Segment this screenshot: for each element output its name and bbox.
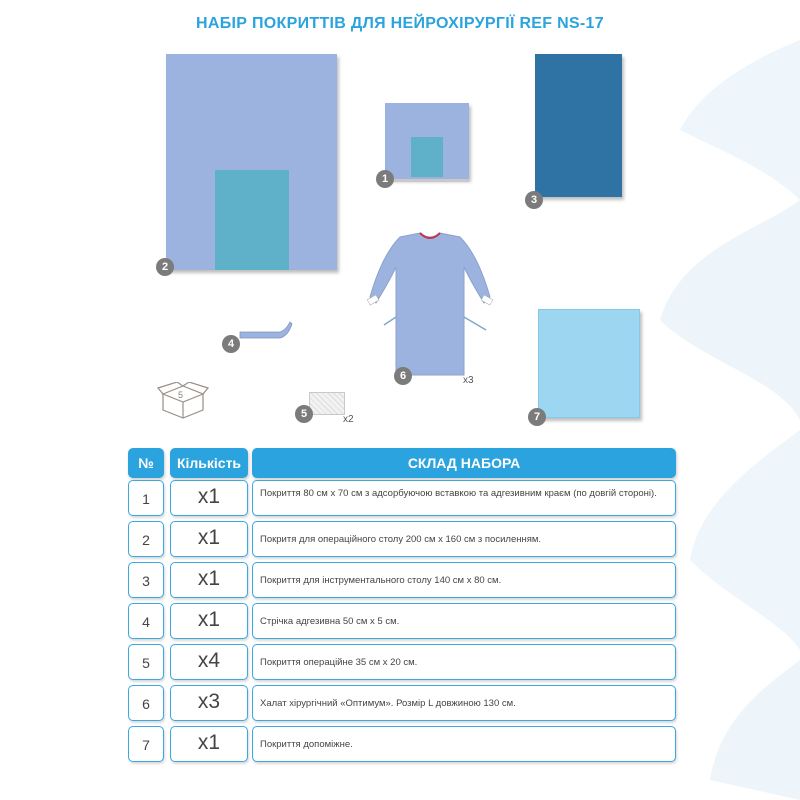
row-quantity: x1 [197, 567, 221, 590]
adsorbing-insert [411, 137, 443, 177]
row-quantity: x4 [197, 649, 221, 672]
row-number: 4 [142, 614, 150, 630]
row-desc-cell [252, 603, 676, 639]
small-operating-drape-image [309, 392, 345, 415]
surgical-gown-image [360, 225, 500, 380]
row-quantity: x1 [197, 608, 221, 631]
table-row [128, 562, 676, 600]
adsorbing-drape-image [385, 103, 469, 179]
row-num-cell [128, 726, 164, 762]
item-badge-6: 6 [394, 367, 412, 385]
row-description: Стрічка адгезивна 50 см х 5 см. [260, 616, 400, 627]
table-row [128, 726, 676, 764]
row-num-cell [128, 480, 164, 516]
auxiliary-drape-image [538, 309, 640, 418]
row-number: 1 [142, 491, 150, 507]
table-row [128, 644, 676, 682]
item-badge-5: 5 [295, 405, 313, 423]
row-num-cell [128, 562, 164, 598]
row-quantity: x1 [197, 526, 221, 549]
row-quantity: x1 [197, 731, 221, 754]
row-num-cell [128, 603, 164, 639]
box-icon [157, 382, 209, 420]
row-desc-cell [252, 726, 676, 762]
header-desc-cell [252, 448, 676, 478]
row-qty-cell [170, 480, 248, 516]
row-desc-cell [252, 480, 676, 516]
row-description: Покриття 80 см х 70 см з адсорбуючою вставкою та адгезивним краєм (по довгій стороні). [260, 488, 657, 499]
pad-quantity-label: x2 [343, 414, 354, 425]
row-desc-cell [252, 685, 676, 721]
item-badge-2: 2 [156, 258, 174, 276]
header-qty-label: Кількість [176, 455, 242, 471]
gown-quantity-label: x3 [463, 375, 474, 386]
row-quantity: x1 [197, 485, 221, 508]
box-number-label: 5 [178, 390, 184, 400]
row-quantity: x3 [197, 690, 221, 713]
row-qty-cell [170, 644, 248, 680]
item-badge-4: 4 [222, 335, 240, 353]
row-number: 5 [142, 655, 150, 671]
row-description: Покриття допоміжне. [260, 739, 353, 750]
row-desc-cell [252, 562, 676, 598]
row-qty-cell [170, 562, 248, 598]
row-desc-cell [252, 521, 676, 557]
item-badge-1: 1 [376, 170, 394, 188]
table-row [128, 603, 676, 641]
row-description: Покритя для операційного столу 200 см х 160 см з посиленням. [260, 534, 542, 545]
page-title: НАБІР ПОКРИТТІВ ДЛЯ НЕЙРОХІРУРГІЇ REF NS-17 [196, 15, 604, 32]
row-description: Покриття для інструментального столу 140 см х 80 см. [260, 575, 502, 586]
row-num-cell [128, 685, 164, 721]
row-qty-cell [170, 685, 248, 721]
operating-table-drape-image [166, 54, 337, 270]
row-qty-cell [170, 521, 248, 557]
header-qty-cell [170, 448, 248, 478]
reinforcement-insert [215, 170, 289, 270]
row-number: 3 [142, 573, 150, 589]
row-num-cell [128, 521, 164, 557]
table-row [128, 521, 676, 559]
instrument-table-drape-image [535, 54, 622, 197]
row-desc-cell [252, 644, 676, 680]
table-row [128, 685, 676, 723]
header-num-label: № [138, 455, 154, 471]
adhesive-tape-image [236, 318, 294, 340]
header-desc-label: СКЛАД НАБОРА [407, 455, 521, 471]
row-num-cell [128, 644, 164, 680]
row-description: Халат хірургічний «Оптимум». Розмір L довжиною 130 см. [260, 698, 516, 709]
row-qty-cell [170, 603, 248, 639]
row-qty-cell [170, 726, 248, 762]
table-row [128, 480, 676, 518]
row-description: Покриття операційне 35 см х 20 см. [260, 657, 418, 668]
item-badge-7: 7 [528, 408, 546, 426]
row-number: 6 [142, 696, 150, 712]
row-number: 7 [142, 737, 150, 753]
adhesive-edge [385, 179, 469, 182]
item-badge-3: 3 [525, 191, 543, 209]
row-number: 2 [142, 532, 150, 548]
header-num-cell [128, 448, 164, 478]
